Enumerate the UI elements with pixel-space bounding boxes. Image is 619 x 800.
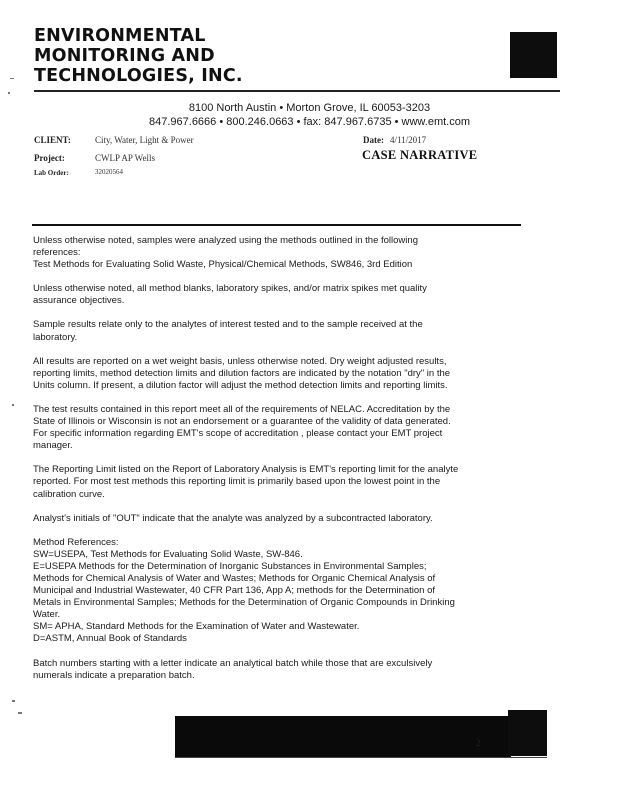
narrative-line: numerals indicate a preparation batch. <box>33 669 195 681</box>
narrative-paragraph <box>33 319 515 343</box>
narrative-line: For specific information regarding EMT's scope of accreditation , please contact your EMT project <box>33 428 443 440</box>
client-label: CLIENT: <box>34 135 71 145</box>
scan-speck <box>10 78 14 79</box>
company-contact: 847.967.6666 • 800.246.0663 • fax: 847.967.6735 • www.emt.com <box>149 116 470 128</box>
narrative-paragraph <box>33 235 515 271</box>
client-value: City, Water, Light & Power <box>95 135 194 145</box>
narrative-line: Sample results relate only to the analytes of interest tested and to the sample received at the <box>33 319 423 331</box>
page-number: 2 <box>476 738 481 748</box>
narrative-line: SW=USEPA, Test Methods for Evaluating Solid Waste, SW-846. <box>33 548 303 560</box>
project-label: Project: <box>34 153 65 163</box>
narrative-line: references: <box>33 247 81 259</box>
section-divider <box>32 224 521 226</box>
company-name <box>34 26 294 86</box>
date-value: 4/11/2017 <box>390 135 427 145</box>
narrative-paragraph <box>33 658 515 682</box>
narrative-line: assurance objectives. <box>33 295 125 307</box>
narrative-line: SM= APHA, Standard Methods for the Examination of Water and Wastewater. <box>33 621 360 633</box>
company-name-line: TECHNOLOGIES, INC. <box>34 66 243 86</box>
narrative-paragraph <box>33 356 515 392</box>
redacted-logo-box <box>510 32 557 78</box>
narrative-line: All results are reported on a wet weight basis, unless otherwise noted. Dry weight adjusted results, <box>33 355 447 367</box>
narrative-paragraph <box>33 464 515 500</box>
company-address-block <box>0 101 619 129</box>
narrative-line: Municipal and Industrial Wastewater, 40 CFR Part 136, App A; methods for the Determination of <box>33 585 436 597</box>
document-title: CASE NARRATIVE <box>362 148 478 162</box>
narrative-line: Metals in Environmental Samples; Methods for the Determination of Organic Compounds in Drinking <box>33 597 455 609</box>
scan-speck <box>12 700 15 702</box>
narrative-body <box>33 235 515 694</box>
narrative-line: State of Illinois or Wisconsin is not an endorsement or a guarantee of the validity of data generated. <box>33 416 451 428</box>
narrative-line: Water. <box>33 609 61 621</box>
narrative-line: Methods for Chemical Analysis of Water and Wastes; Methods for Organic Chemical Analysis of <box>33 572 436 584</box>
narrative-line: Unless otherwise noted, samples were analyzed using the methods outlined in the following <box>33 235 418 246</box>
header-divider <box>34 90 560 92</box>
scan-speck <box>18 712 22 714</box>
narrative-line: Analyst's initials of "OUT" indicate that the analyte was analyzed by a subcontracted laboratory. <box>33 512 433 524</box>
narrative-line: Test Methods for Evaluating Solid Waste, Physical/Chemical Methods, SW846, 3rd Edition <box>33 259 413 271</box>
project-value: CWLP AP Wells <box>95 153 155 163</box>
narrative-paragraph <box>33 513 515 525</box>
redacted-footer-box <box>508 710 547 756</box>
company-name-line: ENVIRONMENTAL <box>34 26 206 46</box>
scan-speck <box>12 404 14 406</box>
date-label: Date: <box>363 135 384 145</box>
narrative-line: D=ASTM, Annual Book of Standards <box>33 633 187 645</box>
narrative-line: reporting limits, method detection limits and dilution factors are indicated by the notation "dry" in the <box>33 367 451 379</box>
lab-order-value: 32020564 <box>95 168 123 176</box>
company-address: 8100 North Austin • Morton Grove, IL 60053-3203 <box>188 102 431 114</box>
narrative-line: calibration curve. <box>33 488 105 500</box>
narrative-paragraph <box>33 404 515 452</box>
narrative-line: laboratory. <box>33 331 78 343</box>
narrative-line: The Reporting Limit listed on the Report of Laboratory Analysis is EMT's reporting limit for the analyte <box>33 464 459 476</box>
narrative-line: Units column. If present, a dilution factor will adjust the method detection limits and reporting limits. <box>33 379 448 391</box>
narrative-line: manager. <box>33 440 73 452</box>
redacted-footer-block <box>175 716 511 758</box>
narrative-line: Batch numbers starting with a letter indicate an analytical batch while those that are exculsively <box>33 657 433 669</box>
narrative-line: reported. For most test methods this reporting limit is primarily based upon the lowest point in the <box>33 476 441 488</box>
scan-speck <box>8 92 10 94</box>
narrative-paragraph <box>33 283 515 307</box>
narrative-line: Unless otherwise noted, all method blanks, laboratory spikes, and/or matrix spikes met quality <box>33 283 427 295</box>
lab-order-label: Lab Order: <box>34 169 69 177</box>
narrative-paragraph <box>33 537 515 646</box>
narrative-line: E=USEPA Methods for the Determination of Inorganic Substances in Environmental Samples; <box>33 560 427 572</box>
company-name-line: MONITORING AND <box>34 46 215 66</box>
narrative-line: The test results contained in this report meet all of the requirements of NELAC. Accreditation by the <box>33 403 451 415</box>
footer-divider <box>175 757 547 758</box>
narrative-line: Method References: <box>33 536 119 548</box>
